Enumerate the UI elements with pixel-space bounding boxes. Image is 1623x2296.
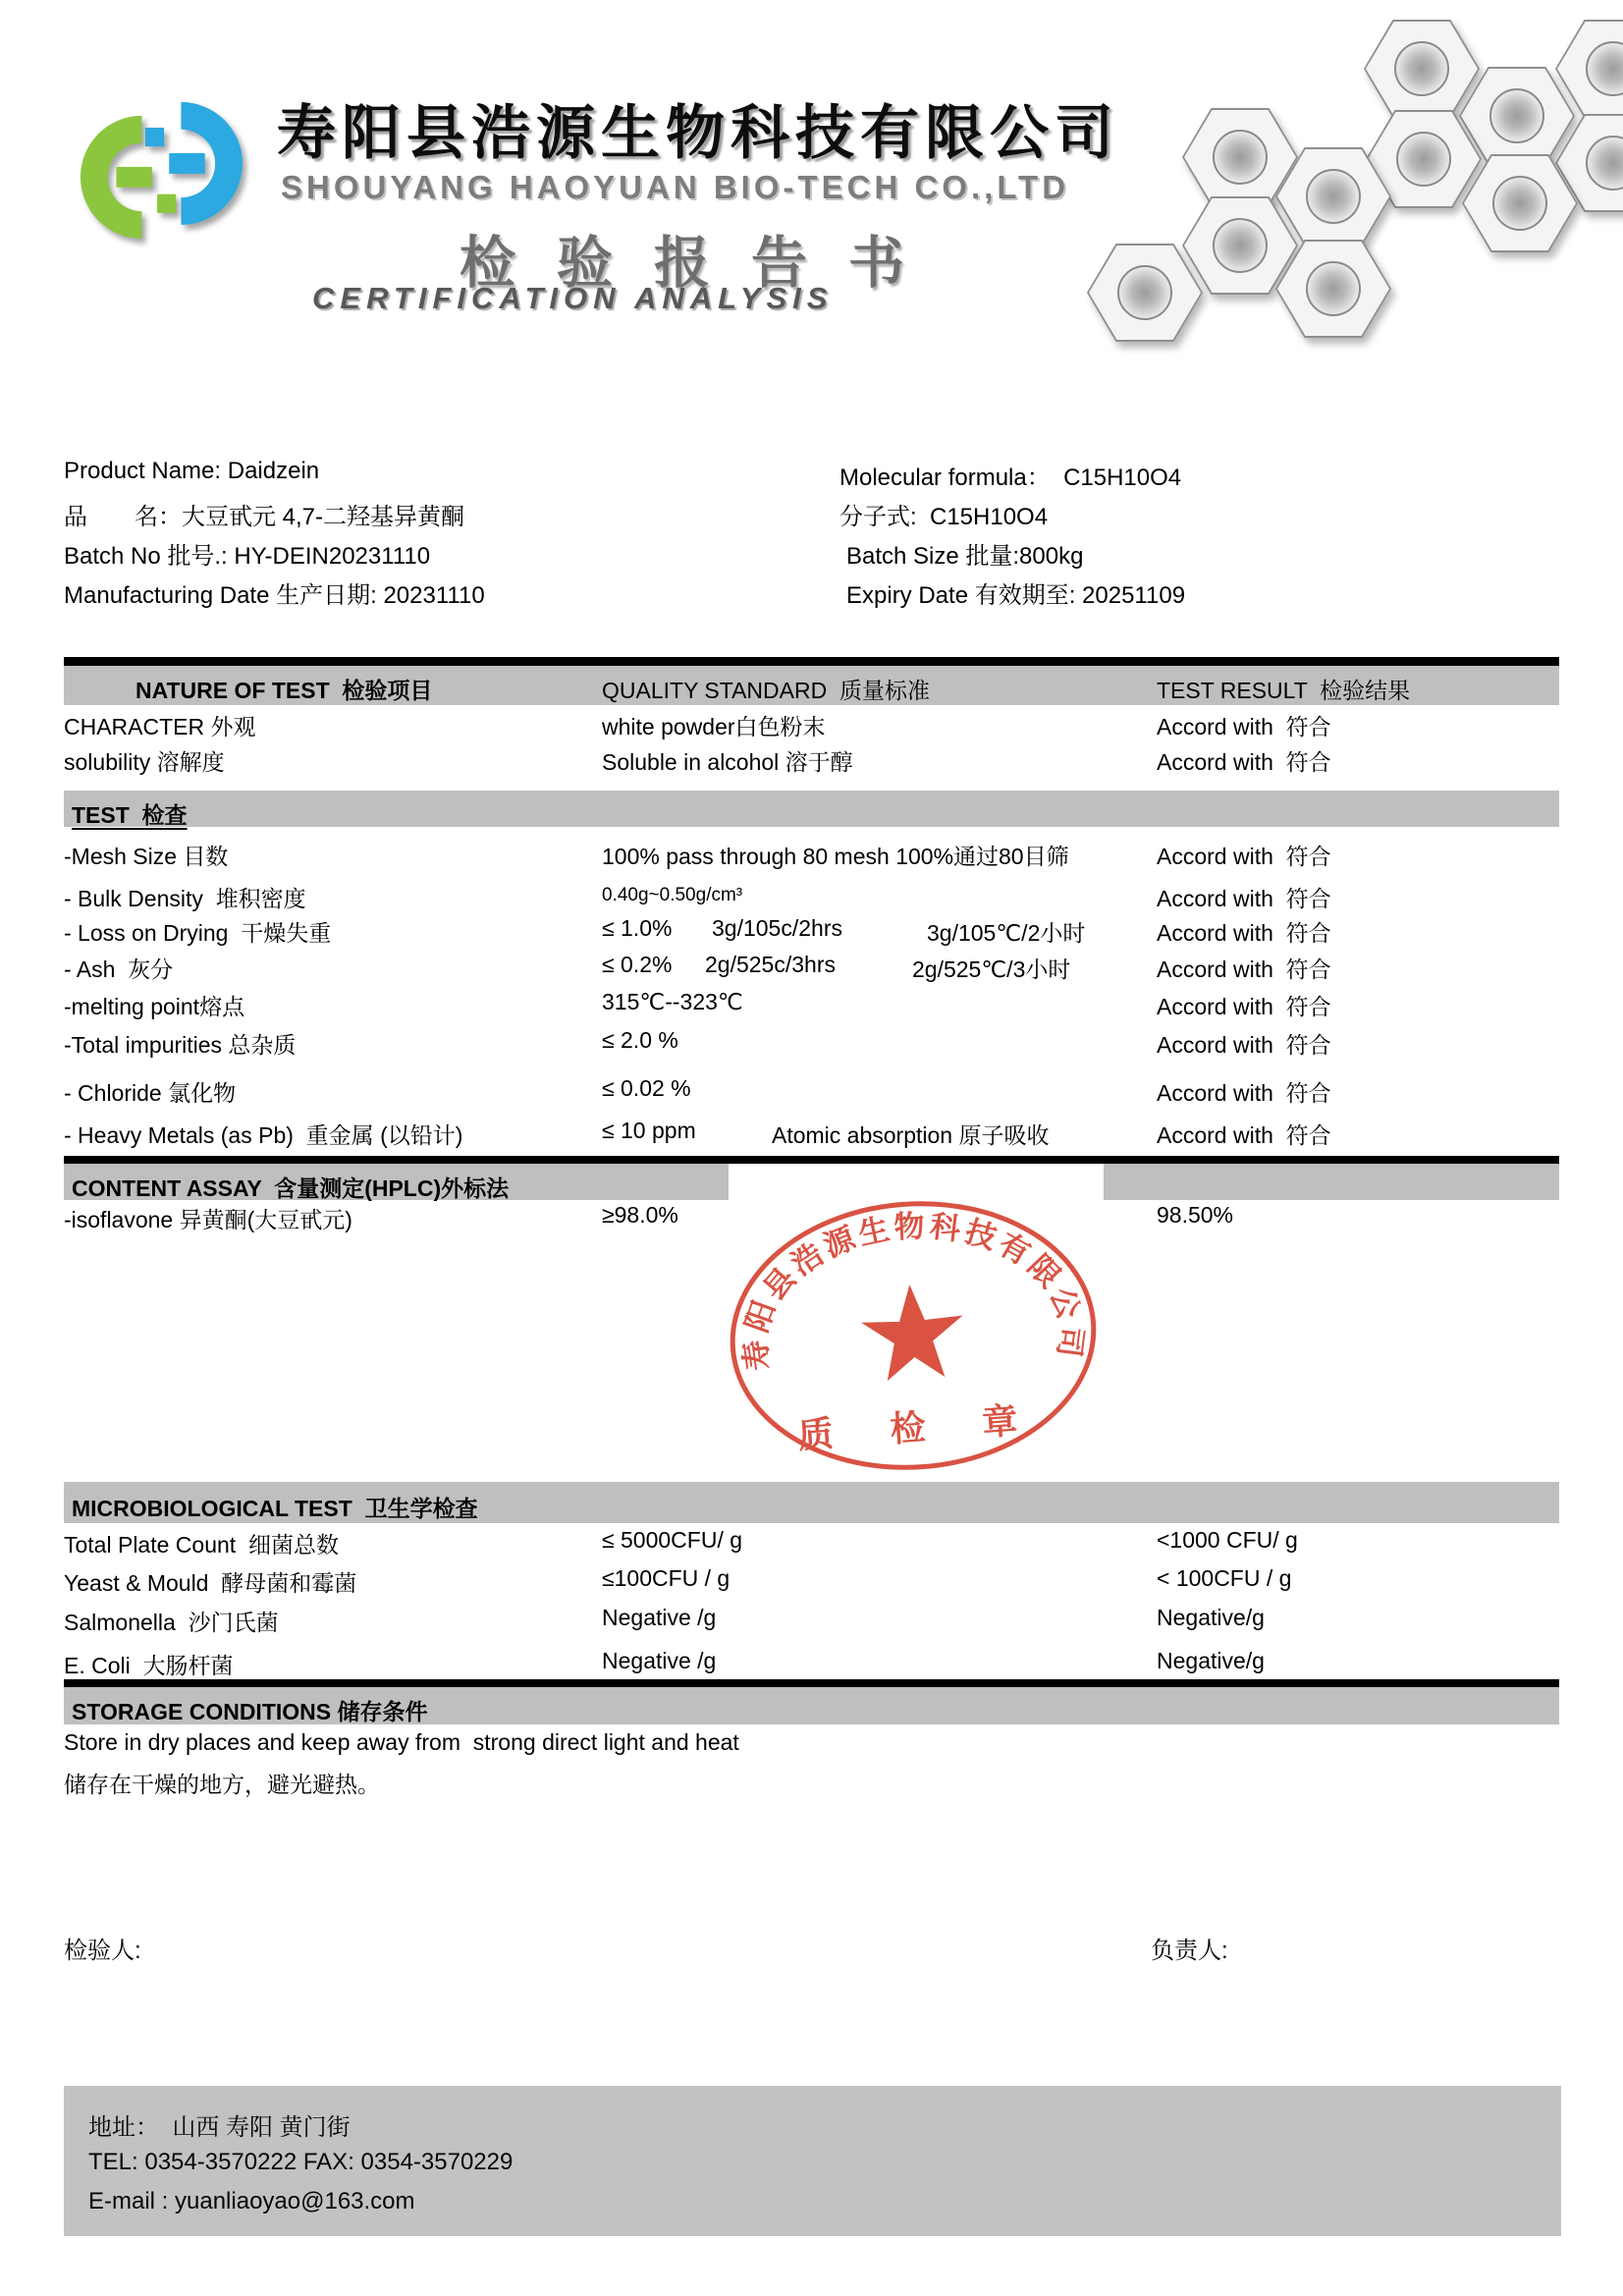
report-title-english: CERTIFICATION ANALYSIS: [312, 281, 834, 315]
test-result: Accord with 符合: [1157, 1032, 1331, 1058]
quality-standard: 100% pass through 80 mesh 100%通过80目筛: [602, 844, 1069, 869]
test-item: - Loss on Drying 干燥失重: [64, 920, 332, 946]
table-row-character: [0, 709, 1623, 740]
test-item: Salmonella 沙门氏菌: [64, 1610, 279, 1635]
footer-contact-box: [64, 2086, 1561, 2236]
company-logo-icon: [74, 90, 248, 255]
table-row-total-impurities: [0, 1027, 1623, 1059]
quality-standard: Negative /g: [602, 1605, 717, 1630]
stamp-bottom-text: 质 检 章: [796, 1398, 1043, 1456]
quality-standard: ≤ 2.0 %: [602, 1027, 678, 1053]
storage-section-title: STORAGE CONDITIONS 储存条件: [72, 1699, 428, 1724]
content-assay-section-title: CONTENT ASSAY 含量测定(HPLC)外标法: [72, 1175, 510, 1201]
hexagon-icon: [1462, 154, 1578, 252]
quality-standard: Soluble in alcohol 溶于醇: [602, 749, 853, 775]
table-header-bar: [64, 666, 1559, 705]
column-header-nature-of-test: NATURE OF TEST 检验项目: [135, 678, 433, 703]
product-name-line: Product Name: Daidzein: [64, 458, 320, 484]
quality-standard: ≤ 10 ppm: [602, 1118, 696, 1143]
test-item: E. Coli 大肠杆菌: [64, 1653, 234, 1678]
stamp-ring-text: 寿阳县浩源生物科技有限公司: [737, 1208, 1090, 1373]
microbiological-section-title: MICROBIOLOGICAL TEST 卫生学检查: [72, 1496, 478, 1521]
test-item: - Ash 灰分: [64, 957, 174, 982]
test-item: Yeast & Mould 酵母菌和霉菌: [64, 1570, 357, 1596]
test-result: 98.50%: [1157, 1202, 1234, 1228]
quality-standard: ≤ 0.02 %: [602, 1075, 691, 1101]
molecular-formula-cn-line: 分子式: C15H10O4: [839, 504, 1049, 530]
hexagon-icon: [1087, 244, 1203, 342]
quality-standard-detail-cn: 3g/105℃/2小时: [927, 920, 1086, 946]
test-result: < 100CFU / g: [1157, 1565, 1292, 1591]
quality-standard: white powder白色粉末: [602, 714, 826, 739]
quality-standard: 315℃--323℃: [602, 989, 743, 1014]
test-result: Accord with 符合: [1157, 1080, 1331, 1106]
quality-standard: ≤ 1.0%: [602, 915, 673, 941]
table-row-yeast-mould: [0, 1565, 1623, 1597]
quality-standard: ≤ 5000CFU/ g: [602, 1527, 743, 1553]
test-result: <1000 CFU/ g: [1157, 1527, 1298, 1553]
test-result: Accord with 符合: [1157, 920, 1331, 946]
storage-section-bar: [64, 1687, 1559, 1724]
quality-standard: ≥98.0%: [602, 1202, 678, 1228]
test-item: -Total impurities 总杂质: [64, 1032, 297, 1058]
stamp-star-icon: [859, 1282, 967, 1383]
test-result: Accord with 符合: [1157, 844, 1331, 869]
test-result: Negative/g: [1157, 1648, 1265, 1673]
table-row-heavy-metals: [0, 1118, 1623, 1149]
test-item: Total Plate Count 细菌总数: [64, 1532, 339, 1558]
report-title-chinese: 检验报告书: [460, 232, 946, 295]
quality-standard: Negative /g: [602, 1648, 717, 1673]
table-row-isoflavone: [0, 1202, 1623, 1233]
test-item: - Heavy Metals (as Pb) 重金属 (以铅计): [64, 1122, 463, 1148]
test-item: - Chloride 氯化物: [64, 1080, 237, 1106]
table-row-ash: [0, 952, 1623, 983]
company-name-english: SHOUYANG HAOYUAN BIO-TECH CO.,LTD: [281, 169, 1070, 205]
table-row-solubility: [0, 744, 1623, 776]
test-item: -isoflavone 异黄酮(大豆甙元): [64, 1207, 352, 1232]
company-name-chinese: 寿阳县浩源生物科技有限公司: [277, 100, 1119, 166]
table-top-rule: [64, 657, 1559, 666]
footer-address: 地址： 山西 寿阳 黄门街: [88, 2114, 351, 2141]
table-row-melting-point: [0, 989, 1623, 1020]
table-row-chloride: [0, 1075, 1623, 1107]
test-result: Negative/g: [1157, 1605, 1265, 1630]
quality-standard-detail-cn: 2g/525℃/3小时: [912, 957, 1071, 982]
test-result: Accord with 符合: [1157, 994, 1331, 1019]
footer-email: E-mail : yuanliaoyao@163.com: [88, 2188, 415, 2214]
test-result: Accord with 符合: [1157, 886, 1331, 911]
table-row-loss-on-drying: [0, 915, 1623, 947]
test-section-title: TEST 检查: [72, 802, 188, 828]
hexagon-icon: [1275, 240, 1391, 338]
test-result: Accord with 符合: [1157, 1122, 1331, 1148]
molecular-formula-line: Molecular formula： C15H10O4: [839, 465, 1182, 491]
table-row-ecoli: [0, 1648, 1623, 1679]
inspector-signature-label: 检验人:: [64, 1938, 141, 1964]
test-result: Accord with 符合: [1157, 714, 1331, 739]
column-header-test-result: TEST RESULT 检验结果: [1157, 678, 1411, 703]
test-result: Accord with 符合: [1157, 749, 1331, 775]
quality-standard: 0.40g~0.50g/cm³: [602, 885, 743, 905]
quality-standard-method: Atomic absorption 原子吸收: [772, 1122, 1050, 1148]
test-result: Accord with 符合: [1157, 957, 1331, 982]
test-item: -melting point熔点: [64, 994, 245, 1019]
expiry-date-line: Expiry Date 有效期至: 20251109: [846, 582, 1186, 609]
batch-no-line: Batch No 批号.: HY-DEIN20231110: [64, 543, 431, 570]
footer-tel-fax: TEL: 0354-3570222 FAX: 0354-3570229: [88, 2149, 514, 2175]
batch-size-line: Batch Size 批量:800kg: [846, 543, 1084, 570]
table-row-mesh-size: [0, 839, 1623, 870]
test-item: -Mesh Size 目数: [64, 844, 229, 869]
storage-instructions-en: Store in dry places and keep away from strong direct light and heat: [64, 1729, 739, 1755]
test-section-bar: [64, 791, 1559, 827]
manufacturing-date-line: Manufacturing Date 生产日期: 20231110: [64, 582, 485, 609]
product-name-cn-line: 品 名：大豆甙元 4,7-二羟基异黄酮: [64, 504, 465, 530]
storage-instructions-cn: 储存在干燥的地方，避光避热。: [64, 1772, 380, 1797]
quality-standard: ≤ 0.2%: [602, 952, 673, 977]
responsible-signature-label: 负责人:: [1151, 1938, 1228, 1964]
quality-standard-detail: 2g/525c/3hrs: [705, 952, 836, 977]
quality-standard-detail: 3g/105c/2hrs: [712, 915, 842, 941]
test-item: CHARACTER 外观: [64, 714, 256, 739]
test-item: solubility 溶解度: [64, 749, 225, 775]
table-row-salmonella: [0, 1605, 1623, 1636]
microbiological-section-bar: [64, 1482, 1559, 1523]
table-row-bulk-density: [0, 881, 1623, 912]
test-item: - Bulk Density 堆积密度: [64, 886, 306, 911]
column-header-quality-standard: QUALITY STANDARD 质量标准: [602, 678, 930, 703]
table-row-total-plate-count: [0, 1527, 1623, 1558]
quality-standard: ≤100CFU / g: [602, 1565, 730, 1591]
